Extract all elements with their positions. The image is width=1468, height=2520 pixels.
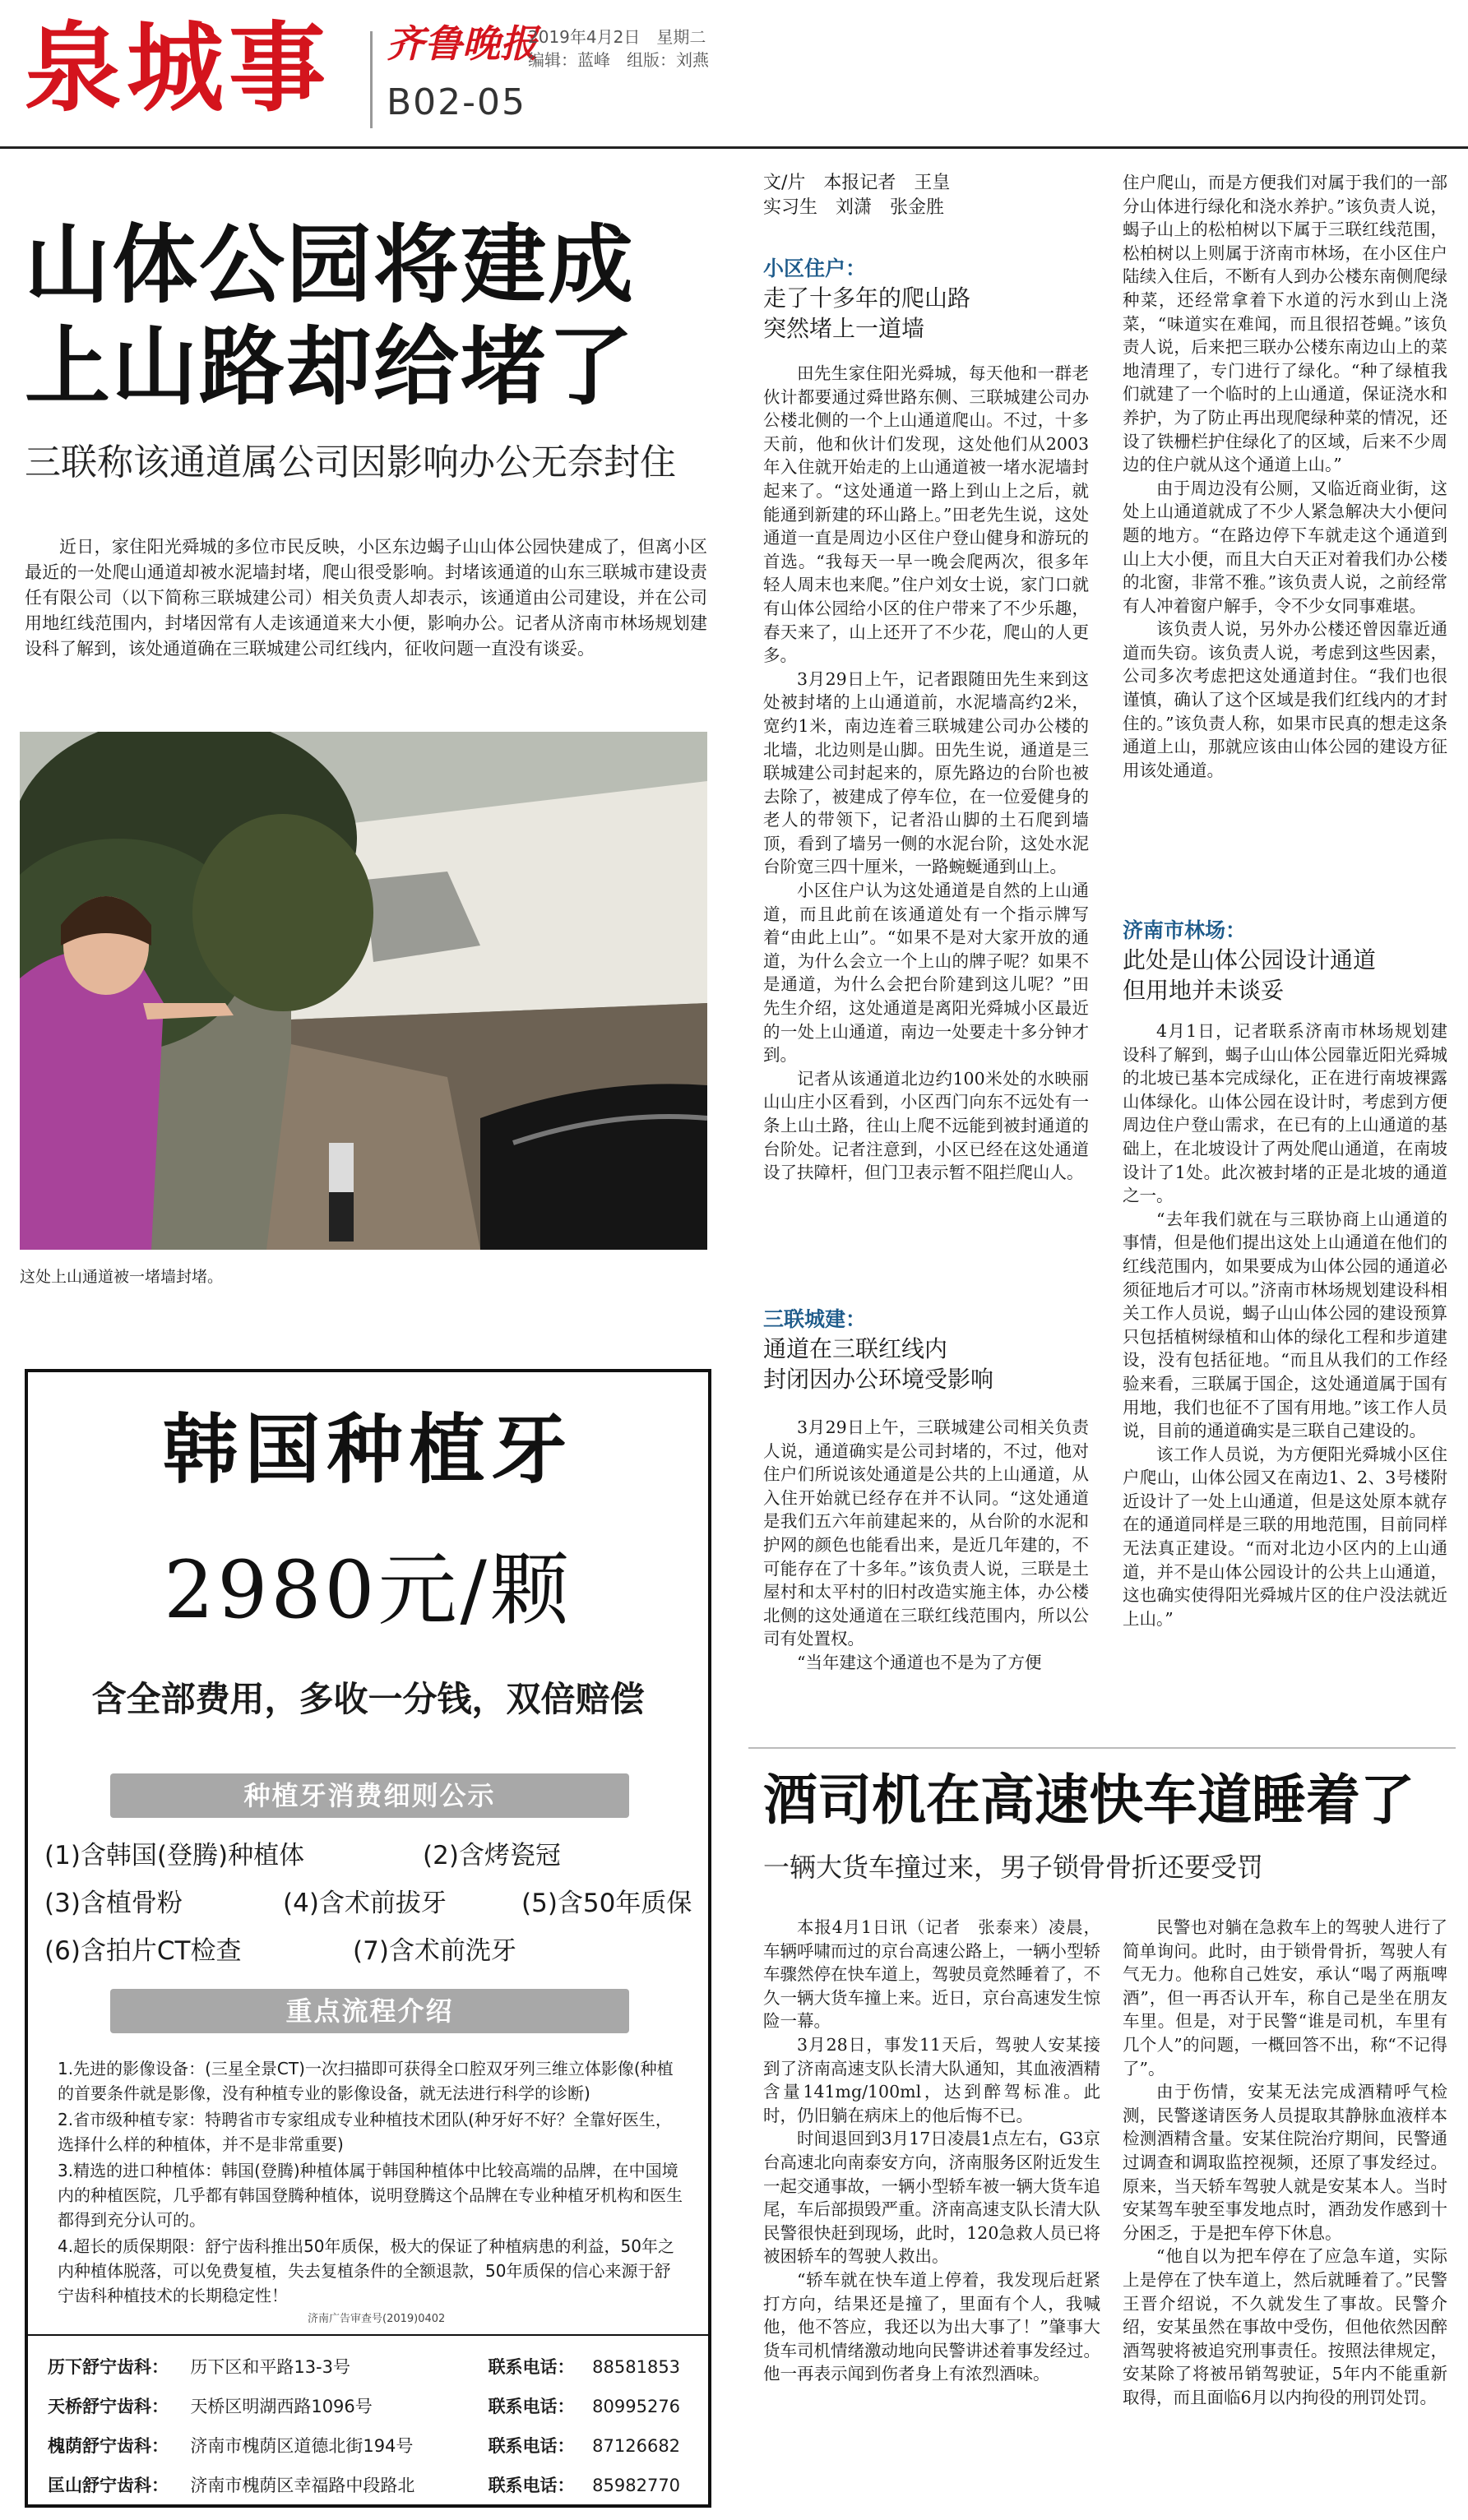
subhead-title-line2: 突然堵上一道墙 [763, 315, 925, 342]
article-body-residents [763, 362, 1089, 1185]
section-name: 泉城事 [25, 12, 331, 125]
clinic-tel-label: 联系电话： [488, 2357, 575, 2377]
issue-date: 2019年4月2日 星期二 [528, 27, 706, 47]
clinic-name: 槐荫舒宁齿科： [48, 2436, 169, 2456]
process-step: 2.省市级种植专家：特聘省市专家组成专业种植技术团队(种牙好不好？全靠好医生，选择什么样的种植体，并不是非常重要) [58, 2110, 672, 2154]
paragraph: 该负责人说，另外办公楼还曾因靠近通道而失窃。该负责人说，考虑到这些因素，公司多次考虑把这处通道封住。“我们也很谨慎，确认了这个区域是我们红线内的才封住的。”该负责人称，如果市民真的想走这条通道上山，那就应该由山体公园的建设方征用该处通道。 [1123, 619, 1447, 780]
article-body-sanlian [763, 1416, 1089, 1675]
story2-subhead: 一辆大货车撞过来，男子锁骨骨折还要受罚 [763, 1852, 1264, 1883]
paragraph: 本报4月1日讯（记者 张泰来）凌晨，车辆呼啸而过的京台高速公路上，一辆小型轿车骤然停在快车道上，驾驶员竟然睡着了，不久一辆大货车撞上来。近日，京台高速发生惊险一幕。 [763, 1917, 1100, 2032]
story2-body-col2 [1123, 1916, 1447, 2409]
paragraph: 记者从该通道北边约100米处的水映丽山山庄小区看到，小区西门向东不远处有一条上山土路，往山上爬不远能到被封通道的台阶处。记者注意到，小区已经在这处通道设了扶障杆，但门卫表示暂不阻拦爬山人。 [763, 1068, 1089, 1183]
ad-item: (3)含植骨粉 [44, 1889, 183, 1918]
paragraph: 由于周边没有公厕，又临近商业街，这处上山通道就成了不少人紧急解决大小便问题的地方。“在路边停下车就走这个通道到山上大小便，而且大白天正对着我们办公楼的北窗，非常不雅。”该负责人说，之前经常有人冲着窗户解手，令不少女同事难堪。 [1123, 478, 1447, 616]
ad-price: 2980元/颗 [164, 1544, 572, 1636]
header-rule [0, 146, 1468, 149]
clinic-tel: 85982770 [592, 2476, 681, 2495]
clinic-row [48, 2347, 688, 2387]
paragraph: “轿车就在快车道上停着，我发现后赶紧打方向，结果还是撞了，里面有个人，我喊他，他不答应，我还以为出大事了！”肇事大货车司机情绪激动地向民警讲述着事发经过。他一再表示闻到伤者身上有浓烈酒味。 [763, 2269, 1100, 2384]
header-divider [370, 31, 373, 128]
ad-item: (2)含烤瓷冠 [423, 1841, 561, 1870]
story2-body-col1 [763, 1916, 1100, 2386]
clinic-name: 历下舒宁齿科： [48, 2357, 169, 2377]
article-body-continued [1123, 171, 1447, 782]
main-headline [25, 214, 732, 418]
main-lead: 近日，家住阳光舜城的多位市民反映，小区东边蝎子山山体公园快建成了，但离小区最近的一处爬山通道却被水泥墙封堵，爬山很受影响。封堵该通道的山东三联城市建设责任有限公司（以下简称三联城建公司）相关负责人却表示，该通道由公司建设，并在公司用地红线范围内，封堵因常有人走该通道来大小便，影响办公。记者从济南市林场规划建设科了解到，该处通道确在三联城建公司红线内，征收问题一直没有谈妥。 [25, 537, 707, 659]
paragraph: 由于伤情，安某无法完成酒精呼气检测，民警遂请医务人员提取其静脉血液样本检测酒精含量。安某住院治疗期间，民警通过调查和调取监控视频，还原了事发经过。原来，当天轿车驾驶人就是安某本人。当时安某驾车驶至事发地点时，酒劲发作感到十分困乏，于是把车停下休息。 [1123, 2082, 1447, 2243]
ad-item: (4)含术前拔牙 [283, 1889, 447, 1918]
clinic-name: 匡山舒宁齿科： [48, 2476, 169, 2495]
subhead-label: 济南市林场： [1123, 918, 1247, 942]
clinic-tel-label: 联系电话： [488, 2397, 575, 2416]
subhead-title-line1: 走了十多年的爬山路 [763, 284, 971, 312]
paragraph: 民警也对躺在急救车上的驾驶人进行了简单询问。此时，由于锁骨骨折，驾驶人有气无力。他称自己姓安，承认“喝了两瓶啤酒”，但一再否认开车，称自己是坐在朋友车里。但是，对于民警“谁是司机，车里有几个人”的问题，一概回答不出，称“不记得了”。 [1123, 1917, 1447, 2078]
paragraph: 时间退回到3月17日凌晨1点左右，G3京台高速北向南泰安方向，济南服务区附近发生一起交通事故，一辆小型轿车被一辆大货车追尾，车后部损毁严重。济南高速支队长清大队民警很快赶到现场，此时，120急救人员已将被困轿车的驾驶人救出。 [763, 2129, 1100, 2267]
news-photo [20, 732, 707, 1250]
main-headline-line2: 上山路却给堵了 [25, 317, 636, 417]
clinic-tel-label: 联系电话： [488, 2436, 575, 2456]
clinic-row [48, 2426, 688, 2466]
ad-item: (5)含50年质保 [521, 1889, 692, 1918]
clinic-tel: 88581853 [592, 2357, 681, 2377]
subhead-sanlian [763, 1306, 1092, 1394]
ad-item: (7)含术前洗牙 [353, 1936, 516, 1966]
byline [763, 171, 1092, 220]
ad-slogan: 含全部费用，多收一分钱，双倍赔偿 [91, 1679, 645, 1719]
clinic-row [48, 2387, 688, 2426]
editor-credit: 编辑：蓝峰 组版：刘燕 [528, 50, 709, 70]
paragraph: 3月28日，事发11天后，驾驶人安某接到了济南高速支队长清大队通知，其血液酒精含量141mg/100ml，达到醉驾标准。此时，仍旧躺在病床上的他后悔不已。 [763, 2034, 1100, 2125]
clinic-address: 历下区和平路13-3号 [190, 2357, 350, 2377]
subhead-title-line1: 此处是山体公园设计通道 [1123, 946, 1377, 973]
clinic-row [48, 2466, 688, 2505]
subhead-title-line1: 通道在三联红线内 [763, 1335, 948, 1362]
clinic-address: 天桥区明湖西路1096号 [190, 2397, 373, 2416]
paragraph: “他自以为把车停在了应急车道，实际上是停在了快车道上，然后就睡着了。”民警王晋介绍说，不久就发生了事故。民警介绍，安某虽然在事故中受伤，但他依然因醉酒驾驶将被追究刑事责任。按照法律规定，安某除了将被吊销驾驶证，5年内不能重新取得，而且面临6月以内拘役的刑罚处罚。 [1123, 2246, 1447, 2407]
clinic-address: 济南市槐荫区道德北街194号 [190, 2436, 414, 2456]
subhead-title-line2: 但用地并未谈妥 [1123, 977, 1285, 1004]
clinic-address: 济南市槐荫区幸福路中段路北 [190, 2476, 415, 2495]
masthead [25, 7, 1456, 138]
dental-implant-ad [25, 1369, 711, 2508]
clinic-tel: 80995276 [592, 2397, 681, 2416]
subhead-title-line2: 封闭因办公环境受影响 [763, 1366, 994, 1393]
subhead-residents [763, 255, 1092, 344]
process-step: 1.先进的影像设备：(三星全景CT)一次扫描即可获得全口腔双牙列三维立体影像(种植的首要条件就是影像，没有种植专业的影像设备，就无法进行科学的诊断) [58, 2059, 674, 2103]
paragraph: 田先生家住阳光舜城，每天他和一群老伙计都要通过舜世路东侧、三联城建公司办公楼北侧的一个上山通道爬山。不过，十多天前，他和伙计们发现，这处他们从2003年入住就开始走的上山通道被一堵水泥墙封起来了。“这处通道一路上到山上之后，就能通到新建的环山路上。”田老先生说，这处通道一直是周边小区住户登山健身和游玩的首选。“我每天一早一晚会爬两次，很多年轻人周末也来爬。”住户刘女士说，家门口就有山体公园给小区的住户带来了不少乐趣，春天来了，山上还开了不少花，爬山的人更多。 [763, 363, 1089, 666]
process-step: 3.精选的进口种植体：韩国(登腾)种植体属于韩国种植体中比较高端的品牌，在中国境内的种植医院，几乎都有韩国登腾种植体，说明登腾这个品牌在专业种植牙机构和医生都得到充分认可的。 [58, 2161, 683, 2230]
clinic-name: 天桥舒宁齿科： [48, 2397, 169, 2416]
article-divider [748, 1747, 1456, 1749]
ad-section-band: 重点流程介绍 [110, 1989, 629, 2033]
paragraph: 3月29日上午，三联城建公司相关负责人说，通道确实是公司封堵的，不过，他对住户们所说该处通道是公共的上山通道，从入住开始就已经存在并不认同。“这处通道是我们五六年前建起来的，从台阶的水泥和护网的颜色也能看出来，是近几年建的，不可能存在了十多年。”该负责人说，三联是土屋村和太平村的旧村改造实施主体，办公楼北侧的这处通道在三联红线范围内，所以公司有处置权。 [763, 1417, 1089, 1649]
paragraph: 该工作人员说，为方便阳光舜城小区住户爬山，山体公园又在南边1、2、3号楼附近设计了一处上山通道，但是这处原本就存在的通道同样是三联的用地范围，目前同样无法真正建设。“而对北边小区内的上山通道，并不是山体公园设计的公共上山通道，这也确实使得阳光舜城片区的住户没法就近上山。” [1123, 1444, 1447, 1629]
byline-line1: 文/片 本报记者 王皇 [763, 173, 951, 193]
subhead-label: 三联城建： [763, 1307, 867, 1331]
ad-fine-print: 济南广告审查号(2019)0402 [308, 2313, 446, 2325]
paper-logo: 齐鲁晚报 [387, 21, 538, 66]
main-headline-line1: 山体公园将建成 [25, 215, 636, 315]
ad-section-band: 种植牙消费细则公示 [110, 1773, 629, 1818]
ad-item: (1)含韩国(登腾)种植体 [44, 1841, 305, 1870]
news-photo-graphic [20, 732, 707, 1250]
photo-caption: 这处上山通道被一堵墙封堵。 [20, 1268, 224, 1286]
page-number: B02-05 [387, 81, 527, 123]
ad-title: 韩国种植牙 [162, 1406, 574, 1494]
paragraph: 4月1日，记者联系济南市林场规划建设科了解到，蝎子山山体公园靠近阳光舜城的北坡已基本完成绿化，正在进行南坡裸露山体绿化。山体公园在设计时，考虑到方便周边住户登山需求，在已有的上山通道的基础上，在北坡设计了两处爬山通道，在南坡设计了1处。此次被封堵的正是北坡的通道之一。 [1123, 1021, 1447, 1206]
process-step: 4.超长的质保期限：舒宁齿科推出50年质保，极大的保证了种植病患的利益，50年之内种植体脱落，可以免费复植，失去复植条件的全额退款，50年质保的信心来源于舒宁齿科种植技术的长期稳定性！ [58, 2236, 674, 2305]
ad-item: (6)含拍片CT检查 [44, 1936, 242, 1966]
clinic-tel-label: 联系电话： [488, 2476, 575, 2495]
clinic-tel: 87126682 [592, 2436, 681, 2456]
main-subhead: 三联称该通道属公司因影响办公无奈封住 [25, 442, 676, 483]
ad-process-list [58, 2056, 687, 2310]
paragraph: 3月29日上午，记者跟随田先生来到这处被封堵的上山通道前，水泥墙高约2米，宽约1米，南边连着三联城建公司办公楼的北墙，北边则是山脚。田先生说，通道是三联城建公司封起来的，原先路边的台阶也被去除了，被建成了停车位，在一位爱健身的老人的带领下，记者沿山脚的土石爬到墙顶，看到了墙另一侧的水泥台阶，这处水泥台阶宽三四十厘米，一路蜿蜒通到山上。 [763, 668, 1089, 877]
byline-line2: 实习生 刘潇 张金胜 [763, 197, 945, 218]
paragraph: “当年建这个通道也不是为了方便 [797, 1652, 1042, 1672]
subhead-label: 小区住户： [763, 257, 867, 280]
paragraph: 小区住户认为这处通道是自然的上山通道，而且此前在该通道处有一个指示牌写着“由此上山”。“如果不是对大家开放的通道，为什么会立一个上山的牌子呢？如果不是通道，为什么会把台阶建到这儿呢？”田先生介绍，这处通道是离阳光舜城小区最近的一处上山通道，南边一处要走十多分钟才到。 [763, 881, 1089, 1066]
story2-headline: 酒司机在高速快车道睡着了 [763, 1769, 1415, 1832]
paragraph: 住户爬山，而是方便我们对属于我们的一部分山体进行绿化和浇水养护。”该负责人说，蝎子山上的松柏树以下属于三联红线范围，松柏树以上则属于济南市林场，在小区住户陆续入住后，不断有人到办公楼东南侧爬绿种菜，还经常拿着下水道的污水到山上浇菜，“味道实在难闻，而且很招苍蝇。”该负责人说，后来把三联办公楼东南边山上的菜地清理了，专门进行了绿化。“种了绿植我们就建了一个临时的上山通道，保证浇水和养护，为了防止再出现爬绿种菜的情况，还设了铁栅栏护住绿化了的区域，后来不少周边的住户就从这个通道上山。” [1123, 173, 1447, 475]
paragraph: “去年我们就在与三联协商上山通道的事情，但是他们提出这处上山通道在他们的红线范围内，如果要成为山体公园的通道必须征地后才可以。”济南市林场规划建设科相关工作人员说，蝎子山山体公园的建设预算只包括植树绿植和山体的绿化工程和步道建设，没有包括征地。“而且从我们的工作经验来看，三联属于国企，这处通道属于国有用地，我们也征不了国有用地。”该工作人员说，目前的通道确实是三联自己建设的。 [1123, 1209, 1447, 1441]
subhead-forest-farm [1123, 917, 1452, 1006]
clinic-list [28, 2334, 708, 2517]
article-body-forest-farm [1123, 1020, 1447, 1630]
